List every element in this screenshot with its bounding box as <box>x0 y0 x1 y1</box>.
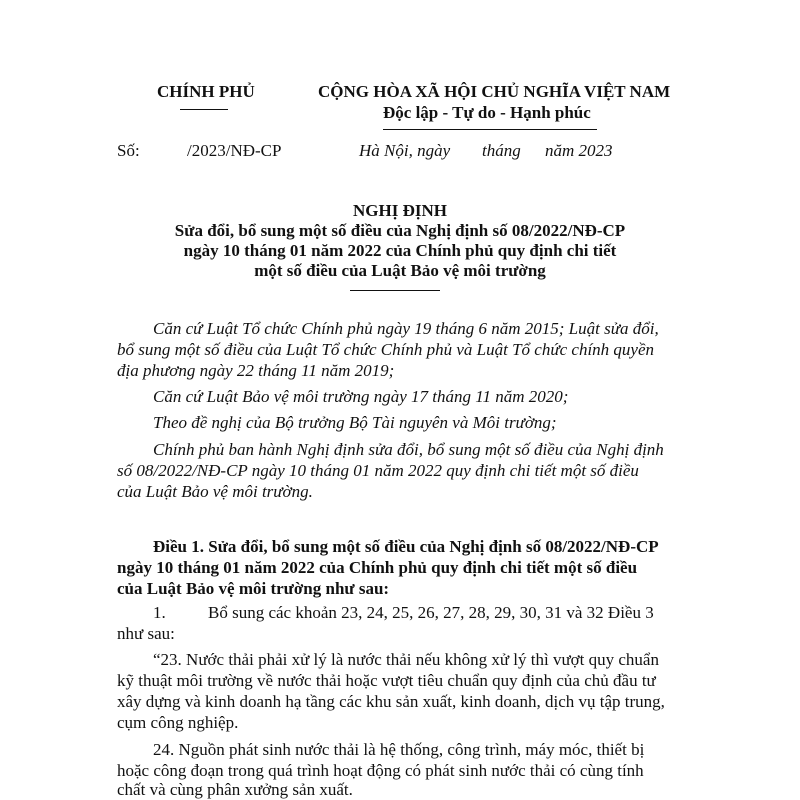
title-line-3: một số điều của Luật Bảo vệ môi trường <box>254 261 546 280</box>
title-underline <box>350 290 440 291</box>
place-date: Hà Nội, ngày <box>359 141 451 160</box>
preamble-3: Theo đề nghị của Bộ trưởng Bộ Tài nguyên và Môi trường; <box>153 413 557 432</box>
clause-24-line-3: chất và cùng phân xưởng sản xuất. <box>117 780 353 799</box>
item-1-continuation: như sau: <box>117 624 175 643</box>
clause-23-line-4: cụm công nghiệp. <box>117 713 239 732</box>
nation-name: CỘNG HÒA XÃ HỘI CHỦ NGHĨA VIỆT NAM <box>318 82 671 101</box>
preamble-1-line-3: địa phương ngày 22 tháng 11 năm 2019; <box>117 361 395 380</box>
clause-23-line-2: kỹ thuật môi trường về nước thải hoặc vượt tiêu chuẩn quy định của chủ đầu tư <box>117 671 656 690</box>
agency-name: CHÍNH PHỦ <box>157 82 255 101</box>
title-line-2: ngày 10 tháng 01 năm 2022 của Chính phủ quy định chi tiết <box>183 241 617 260</box>
article-1-heading-line-3: của Luật Bảo vệ môi trường như sau: <box>117 579 390 598</box>
item-1-text: Bổ sung các khoản 23, 24, 25, 26, 27, 28, 29, 30, 31 và 32 Điều 3 <box>208 603 654 622</box>
article-1-heading-line-2: ngày 10 tháng 01 năm 2022 của Chính phủ quy định chi tiết một số điều <box>117 558 638 577</box>
document-number-label: Số: <box>117 141 140 160</box>
article-1-heading-line-1: Điều 1. Sửa đổi, bổ sung một số điều của Nghị định số 08/2022/NĐ-CP <box>153 537 659 556</box>
date-year: năm 2023 <box>545 141 613 160</box>
title-line-1: Sửa đổi, bổ sung một số điều của Nghị định số 08/2022/NĐ-CP <box>174 221 626 240</box>
preamble-4-line-2: số 08/2022/NĐ-CP ngày 10 tháng 01 năm 2022 quy định chi tiết một số điều <box>117 461 639 480</box>
preamble-1-line-1: Căn cứ Luật Tổ chức Chính phủ ngày 19 tháng 6 năm 2015; Luật sửa đổi, <box>153 319 659 338</box>
preamble-1-line-2: bổ sung một số điều của Luật Tổ chức Chính phủ và Luật Tổ chức chính quyền <box>117 340 655 359</box>
agency-underline <box>180 109 228 110</box>
document-type: NGHỊ ĐỊNH <box>353 201 447 220</box>
preamble-4-line-1: Chính phủ ban hành Nghị định sửa đổi, bổ sung một số điều của Nghị định <box>153 440 664 459</box>
clause-23-line-3: xây dựng và kinh doanh hạ tầng các khu sản xuất, kinh doanh, dịch vụ tập trung, <box>117 692 665 711</box>
national-motto: Độc lập - Tự do - Hạnh phúc <box>383 103 591 122</box>
item-1-number: 1. <box>153 603 166 622</box>
clause-24-line-1: 24. Nguồn phát sinh nước thải là hệ thống, công trình, máy móc, thiết bị <box>153 740 645 759</box>
document-number: /2023/NĐ-CP <box>187 141 282 160</box>
preamble-2: Căn cứ Luật Bảo vệ môi trường ngày 17 tháng 11 năm 2020; <box>153 387 569 406</box>
motto-underline <box>383 129 597 130</box>
clause-23-line-1: “23. Nước thải phải xử lý là nước thải nếu không xử lý thì vượt quy chuẩn <box>153 650 659 669</box>
clause-24-line-2: hoặc công đoạn trong quá trình hoạt động có phát sinh nước thải có cùng tính <box>117 761 644 780</box>
date-month: tháng <box>482 141 521 160</box>
preamble-4-line-3: của Luật Bảo vệ môi trường. <box>117 482 313 501</box>
